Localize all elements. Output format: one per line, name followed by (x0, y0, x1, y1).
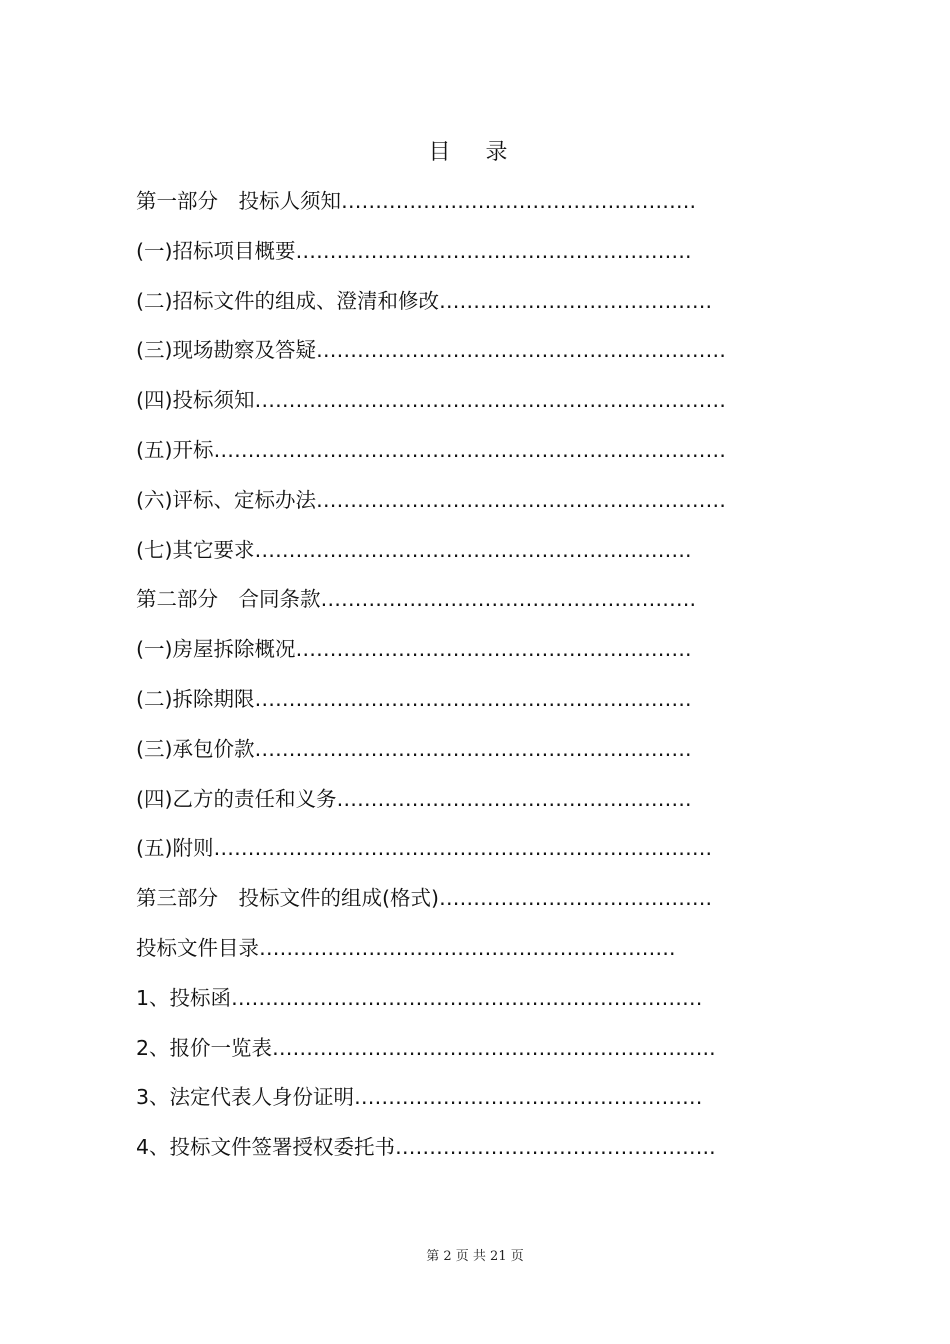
toc-leader: …………………………………………………………… (231, 985, 703, 1010)
toc-item (136, 578, 726, 628)
toc-item (136, 778, 726, 828)
toc-item-text: (一)房屋拆除概况 (136, 637, 296, 662)
table-of-contents (136, 180, 726, 1176)
toc-item-text: 2、报价一览表 (136, 1035, 273, 1060)
toc-leader: ………………………………………………………………. (213, 836, 713, 861)
toc-item-text: (四)投标须知 (136, 388, 255, 413)
toc-item (136, 429, 726, 479)
toc-item (136, 977, 726, 1027)
toc-leader: ………………………………………………………. (254, 537, 692, 562)
toc-item-text: (四)乙方的责任和义务 (136, 786, 337, 811)
toc-leader: ……………………………………………………….. (272, 1035, 716, 1060)
toc-item-text: (一)招标项目概要 (136, 238, 296, 263)
toc-item (136, 379, 726, 429)
toc-item-text: 3、法定代表人身份证明 (136, 1085, 355, 1110)
toc-item (136, 180, 726, 230)
toc-item-text: (六)评标、定标办法 (136, 487, 316, 512)
toc-leader: …………………………………………… (354, 1085, 703, 1110)
toc-item-text: 第二部分 合同条款 (136, 587, 321, 612)
toc-item-text: (三)现场勘察及答疑 (136, 338, 316, 363)
page-footer: 第 2 页 共 21 页 (426, 1249, 524, 1264)
toc-item-text: (二)招标文件的组成、澄清和修改 (136, 288, 439, 313)
toc-item (136, 479, 726, 529)
toc-leader: ……………………………………………………. (259, 935, 676, 960)
toc-item (136, 728, 726, 778)
toc-item (136, 927, 726, 977)
toc-leader: …………………………………………………. (295, 238, 692, 263)
toc-leader: …………………………………………………. (295, 637, 692, 662)
toc-item-text: (三)承包价款 (136, 736, 255, 761)
toc-leader: ……………………………………….. (395, 1135, 716, 1160)
toc-item (136, 280, 726, 330)
page-title: 目 录 (428, 140, 522, 165)
toc-leader: ……………………………………………. (336, 786, 692, 811)
toc-item (136, 529, 726, 579)
toc-item-text: (五)开标 (136, 437, 214, 462)
toc-item-text: (五)附则 (136, 836, 214, 861)
toc-item-text: (七)其它要求 (136, 537, 255, 562)
toc-item (136, 827, 726, 877)
toc-leader: ………………………………………………………. (254, 736, 692, 761)
toc-item (136, 1076, 726, 1126)
toc-item-text: 4、投标文件签署授权委托书 (136, 1135, 396, 1160)
toc-item (136, 877, 726, 927)
toc-leader: ……………………………………………. (341, 189, 697, 213)
toc-item-text: (二)拆除期限 (136, 686, 255, 711)
toc-item-text: 投标文件目录 (136, 935, 259, 960)
toc-leader: …………………………………. (439, 886, 713, 911)
toc-item (136, 678, 726, 728)
toc-item-text: 1、投标函 (136, 985, 232, 1010)
toc-leader: ………………………………………………………………… (213, 437, 726, 462)
toc-leader: …………………………………………………… (316, 338, 726, 363)
toc-leader: …………………………………………………………… (254, 388, 726, 413)
toc-leader: …………………………………………………… (316, 487, 726, 512)
toc-item (136, 1027, 726, 1077)
toc-item-text: 第三部分 投标文件的组成(格式) (136, 886, 439, 911)
toc-item (136, 628, 726, 678)
toc-leader: …………………………………. (439, 288, 713, 313)
toc-item (136, 1126, 726, 1176)
toc-item (136, 230, 726, 280)
toc-item (136, 329, 726, 379)
toc-item-text: 第一部分 投标人须知 (136, 189, 341, 213)
toc-leader: ………………………………………………………. (254, 686, 692, 711)
toc-leader: ………………………………………………. (320, 587, 697, 612)
